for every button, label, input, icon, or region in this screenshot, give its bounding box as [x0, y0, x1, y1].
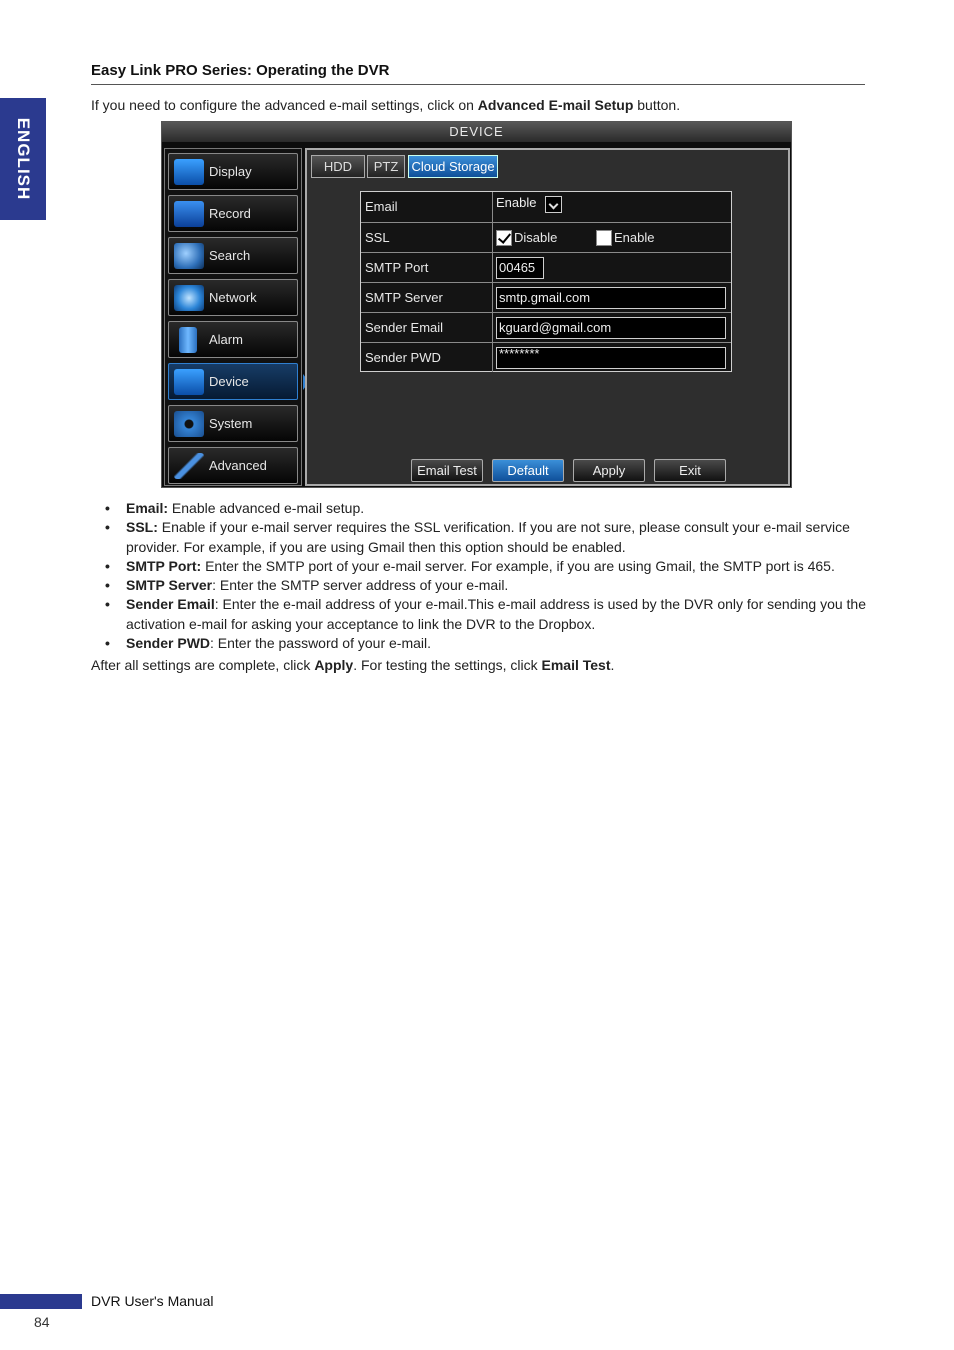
menu-label: Search — [209, 248, 251, 263]
bullet-text: Enable advanced e-mail setup. — [168, 500, 365, 516]
footer-title: DVR User's Manual — [91, 1293, 214, 1309]
list-item — [91, 576, 871, 595]
bullet-term: Sender Email — [126, 596, 215, 613]
sender-email-label: Sender Email — [361, 313, 493, 342]
intro-bold: Advanced E-mail Setup — [477, 97, 634, 113]
menu-item-display[interactable] — [168, 153, 298, 190]
language-label: ENGLISH — [14, 117, 33, 201]
smtp-server-label: SMTP Server — [361, 283, 493, 312]
email-settings-form — [360, 191, 732, 372]
bullet-term: SSL: — [126, 519, 158, 536]
menu-label: Alarm — [209, 332, 243, 347]
alarm-icon — [179, 327, 197, 353]
smtp-port-field[interactable]: 00465 — [496, 257, 544, 279]
dvr-content-panel — [305, 148, 790, 486]
smtp-server-field[interactable]: smtp.gmail.com — [496, 287, 726, 309]
menu-item-device[interactable] — [168, 363, 298, 400]
record-icon — [174, 201, 204, 227]
bullet-text: Enable if your e-mail server requires the SSL verification. If you are not sure, please consult your e-mail service provider. For example, if you are using Gmail then this option should be enabled. — [126, 519, 850, 555]
sender-pwd-label: Sender PWD — [361, 343, 493, 372]
email-select-value[interactable]: Enable — [496, 195, 537, 210]
menu-label: Record — [209, 206, 251, 221]
menu-label: Network — [209, 290, 257, 305]
settings-bullet-list — [91, 499, 871, 653]
intro-text: If you need to configure the advanced e-mail settings, click on — [91, 97, 478, 113]
bullet-term: SMTP Server — [126, 577, 213, 594]
language-tab — [0, 98, 46, 220]
ssl-disable-checkbox[interactable] — [496, 230, 512, 246]
menu-label: Device — [209, 374, 249, 389]
menu-item-record[interactable] — [168, 195, 298, 232]
menu-item-search[interactable] — [168, 237, 298, 274]
footer-accent-bar — [0, 1294, 82, 1309]
row-sender-pwd — [361, 342, 731, 372]
chevron-down-icon[interactable] — [545, 196, 562, 213]
page-header — [91, 62, 865, 85]
closing-text: . — [610, 657, 615, 673]
network-icon — [174, 285, 204, 311]
list-item — [91, 518, 871, 557]
menu-item-system[interactable] — [168, 405, 298, 442]
menu-label: System — [209, 416, 253, 431]
bullet-text: : Enter the SMTP server address of your e-mail. — [212, 577, 509, 594]
dvr-side-menu — [164, 148, 302, 486]
email-label: Email — [361, 192, 493, 222]
row-smtp-port — [361, 252, 731, 282]
intro-paragraph — [91, 97, 680, 113]
closing-bold-apply: Apply — [314, 657, 354, 673]
closing-bold-email-test: Email Test — [541, 657, 611, 673]
list-item — [91, 595, 871, 634]
dvr-window-title: DEVICE — [162, 122, 791, 142]
menu-label: Advanced — [209, 458, 267, 473]
apply-button[interactable]: Apply — [573, 459, 645, 482]
menu-item-advanced[interactable] — [168, 447, 298, 484]
dvr-screenshot — [161, 121, 792, 488]
ssl-enable-checkbox[interactable] — [596, 230, 612, 246]
display-icon — [174, 159, 204, 185]
tab-cloud-storage[interactable]: Cloud Storage — [408, 155, 498, 178]
sender-email-field[interactable]: kguard@gmail.com — [496, 317, 726, 339]
bullet-term: Sender PWD — [126, 635, 211, 652]
menu-label: Display — [209, 164, 252, 179]
row-smtp-server — [361, 282, 731, 312]
advanced-icon — [174, 453, 204, 479]
page-number: 84 — [34, 1314, 50, 1330]
row-ssl — [361, 222, 731, 252]
bullet-text: : Enter the password of your e-mail. — [210, 635, 432, 652]
menu-item-network[interactable] — [168, 279, 298, 316]
email-test-button[interactable]: Email Test — [411, 459, 483, 482]
default-button[interactable]: Default — [492, 459, 564, 482]
ssl-disable-label: Disable — [514, 230, 558, 245]
exit-button[interactable]: Exit — [654, 459, 726, 482]
list-item — [91, 634, 871, 653]
list-item — [91, 499, 871, 518]
bullet-term: Email: — [126, 500, 169, 516]
row-email — [361, 192, 731, 222]
tab-ptz[interactable]: PTZ — [367, 155, 405, 178]
closing-text: After all settings are complete, click — [91, 657, 315, 673]
closing-paragraph — [91, 657, 614, 673]
search-icon — [174, 243, 204, 269]
row-sender-email — [361, 312, 731, 342]
bullet-term: SMTP Port: — [126, 557, 202, 574]
list-item — [91, 557, 871, 576]
section-title: Easy Link PRO Series: Operating the DVR — [91, 62, 390, 79]
bullet-text: Enter the SMTP port of your e-mail server. For example, if you are using Gmail, the SMTP port is 465. — [201, 557, 835, 574]
device-icon — [174, 369, 204, 395]
system-icon — [174, 411, 204, 437]
closing-text: . For testing the settings, click — [353, 657, 542, 673]
ssl-label: SSL — [361, 223, 493, 252]
bullet-text: : Enter the e-mail address of your e-mail.This e-mail address is used by the DVR only for sending you the activation e-mail for asking your acceptance to link the DVR to the Dropbox. — [126, 596, 867, 632]
smtp-port-label: SMTP Port — [361, 253, 493, 282]
ssl-enable-label: Enable — [614, 230, 655, 245]
tab-hdd[interactable]: HDD — [311, 155, 365, 178]
menu-item-alarm[interactable] — [168, 321, 298, 358]
sender-pwd-field[interactable]: ******** — [496, 347, 726, 369]
intro-text-end: button. — [633, 97, 681, 113]
